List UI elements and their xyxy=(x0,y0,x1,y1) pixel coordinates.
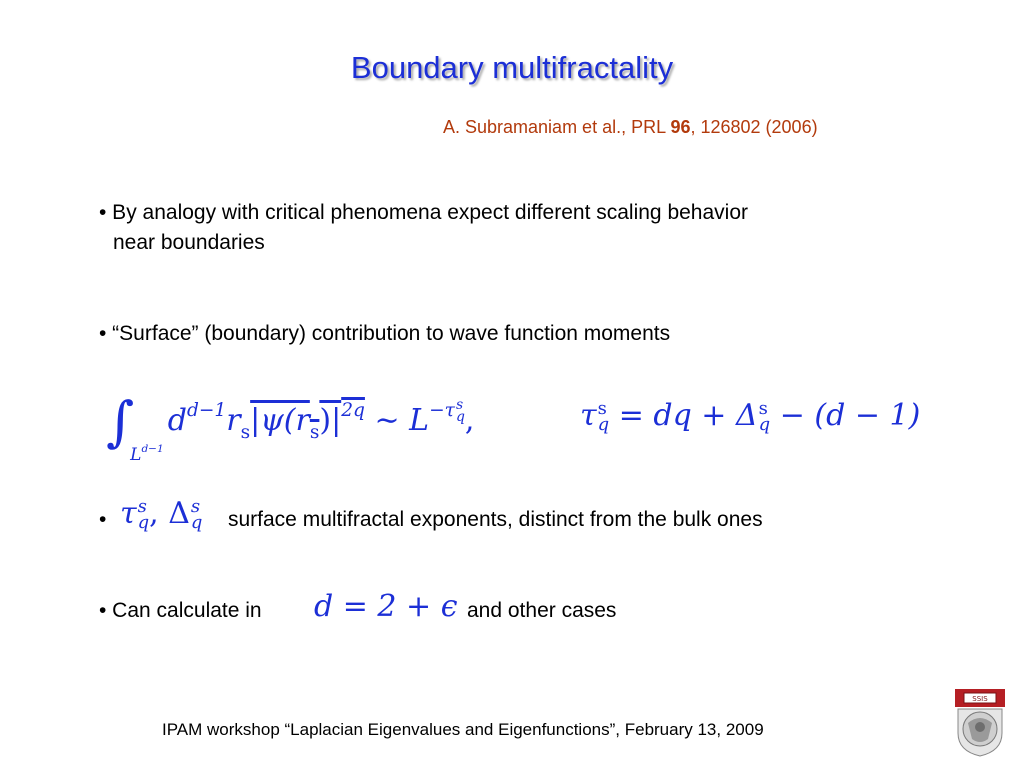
university-crest-icon xyxy=(952,689,1008,757)
integral-lower-limit: Ld−1 xyxy=(130,443,164,465)
citation xyxy=(443,117,818,138)
bullet-exponents-text: surface multifractal exponents, distinct from the bulk ones xyxy=(228,508,763,531)
tau-relation-equation: τ s q = dq + Δ s q − (d − 1) xyxy=(580,397,921,435)
footer: IPAM workshop “Laplacian Eigenvalues and Eigenfunctions”, February 13, 2009 xyxy=(162,720,764,739)
scaling-exponent: −τ s q xyxy=(429,396,465,426)
citation-suffix: , 126802 (2006) xyxy=(690,117,818,137)
moment-integral-equation: $\int_{L^{d-1}}d^{d-1}r_s|\psi(r_s)|^{2q}$ ∼ $L^{-\tau s q}$ , xyxy=(106,390,475,465)
citation-prefix: A. Subramaniam et al., PRL xyxy=(443,117,671,137)
bullet-calculate-suffix: and other cases xyxy=(467,599,617,622)
exponents-math: τ s q , Δ s q xyxy=(120,495,203,533)
bullet-exponents-marker: • xyxy=(99,508,107,531)
overlined-modulus: $|\psi(r_s)|^{2q}$ xyxy=(250,400,365,444)
bullet-analogy-line1: • By analogy with critical phenomena expect different scaling behavior xyxy=(99,201,749,224)
dimension-math: d = 2 + ϵ xyxy=(314,589,458,624)
slide-title: Boundary multifractality xyxy=(350,50,674,85)
integral-sign: ∫ xyxy=(106,390,135,453)
bullet-calculate-prefix: • Can calculate in xyxy=(99,599,262,622)
citation-volume: 96 xyxy=(670,117,691,137)
logo-banner-text: SSIS xyxy=(972,695,988,703)
bullet-analogy xyxy=(99,198,748,258)
bullet-analogy-line2: near boundaries xyxy=(113,231,265,254)
bullet-surface: • “Surface” (boundary) contribution to wave function moments xyxy=(99,322,671,345)
